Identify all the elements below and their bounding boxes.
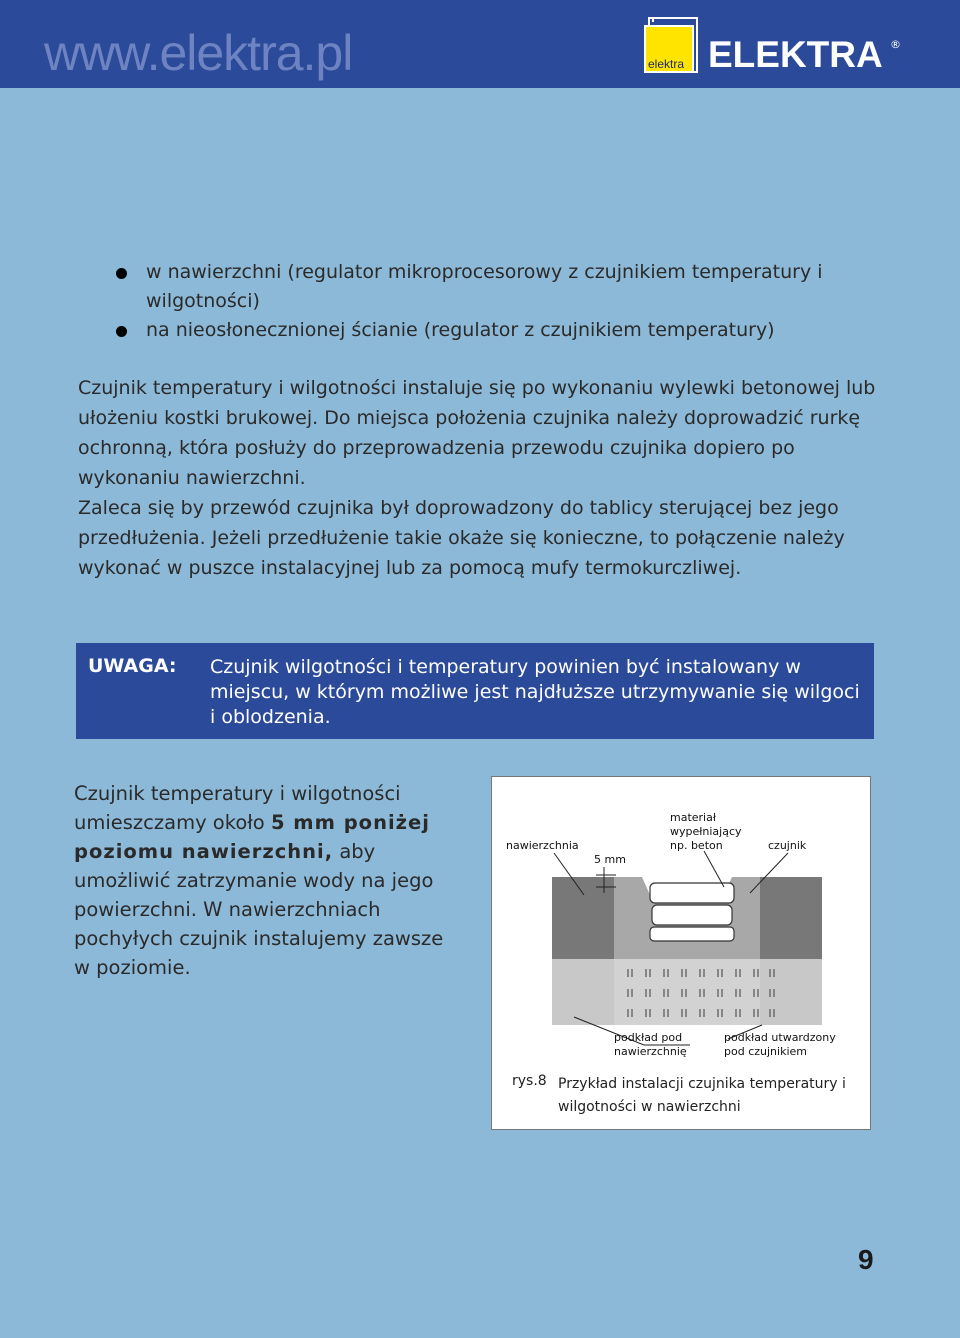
- page-number: 9: [858, 1244, 874, 1275]
- figure-number: rys.8: [512, 1073, 547, 1089]
- label-surface: nawierzchnia: [506, 839, 579, 852]
- brand-name: ELEKTRA: [708, 34, 883, 75]
- bullet-list: [112, 258, 872, 345]
- logo-graphic: [643, 16, 701, 74]
- surface-right-block: [760, 877, 822, 959]
- page-header: [0, 0, 960, 88]
- paragraph: Czujnik temperatury i wilgotności instaluje się po wykonaniu wylewki betonowej lub ułożeniu kostki brukowej. Do miejsca położenia czujnika należy doprowadzić rurkę ochronną, która posłuży do przeprowadzenia przewodu czujnika dopiero po wykonaniu nawierzchni.: [78, 377, 876, 489]
- label-base-sensor-2: pod czujnikiem: [724, 1045, 807, 1058]
- placement-text-part2: aby umożliwić zatrzymanie wody na jego powierzchni. W nawierzchniach pochyłych czujnik instalujemy zawsze w poziomie.: [74, 840, 444, 979]
- instructions-text: [78, 373, 878, 583]
- sensor-middle: [652, 905, 732, 925]
- surface-left-block: [552, 877, 614, 959]
- label-base-sensor-1: podkład utwardzony: [724, 1031, 836, 1044]
- elektra-logo-icon: [643, 16, 701, 74]
- label-fill-3: np. beton: [670, 839, 723, 852]
- label-base-surface-1: podkład pod: [614, 1031, 683, 1044]
- bullet-item: na nieosłonecznionej ścianie (regulator z czujnikiem temperatury): [112, 316, 872, 345]
- placement-text-bold: 5 mm poniżej poziomu nawierzchni,: [74, 811, 430, 863]
- sensor-bottom: [650, 927, 734, 941]
- warning-text: Czujnik wilgotności i temperatury powinien być instalowany w miejscu, w którym możliwe jest najdłuższe utrzymywanie się wilgoci i oblodzenia.: [210, 656, 860, 728]
- warning-box: [76, 643, 874, 739]
- placement-text-part1: Czujnik temperatury i wilgotności umieszczamy około: [74, 782, 401, 834]
- label-fill-2: wypełniający: [670, 825, 742, 838]
- paragraph: Zaleca się by przewód czujnika był doprowadzony do tablicy sterującej bez jego przedłużenia. Jeżeli przedłużenie takie okaże się konieczne, to połączenie należy wykonać w puszce instalacyjnej lub za pomocą mufy termokurczliwej.: [78, 497, 845, 579]
- bullet-item: w nawierzchni (regulator mikroprocesorowy z czujnikiem temperatury i wilgotności): [112, 258, 872, 316]
- installation-diagram: [492, 777, 870, 1067]
- logo-small-text: elektra: [648, 57, 685, 71]
- label-sensor: czujnik: [768, 839, 807, 852]
- site-url[interactable]: www.elektra.pl: [44, 25, 353, 81]
- hardened-base: [614, 959, 760, 1025]
- sensor-top: [650, 883, 734, 903]
- label-base-surface-2: nawierzchnię: [614, 1045, 687, 1058]
- installation-figure: [491, 776, 871, 1130]
- label-depth: 5 mm: [594, 853, 626, 866]
- figure-caption: Przykład instalacji czujnika temperatury i wilgotności w nawierzchni: [558, 1076, 846, 1115]
- placement-text: [74, 779, 456, 982]
- label-fill-1: materiał: [670, 811, 716, 824]
- warning-label: UWAGA:: [88, 655, 177, 677]
- registered-mark: ®: [890, 38, 901, 51]
- trench-left-slope: [614, 877, 650, 895]
